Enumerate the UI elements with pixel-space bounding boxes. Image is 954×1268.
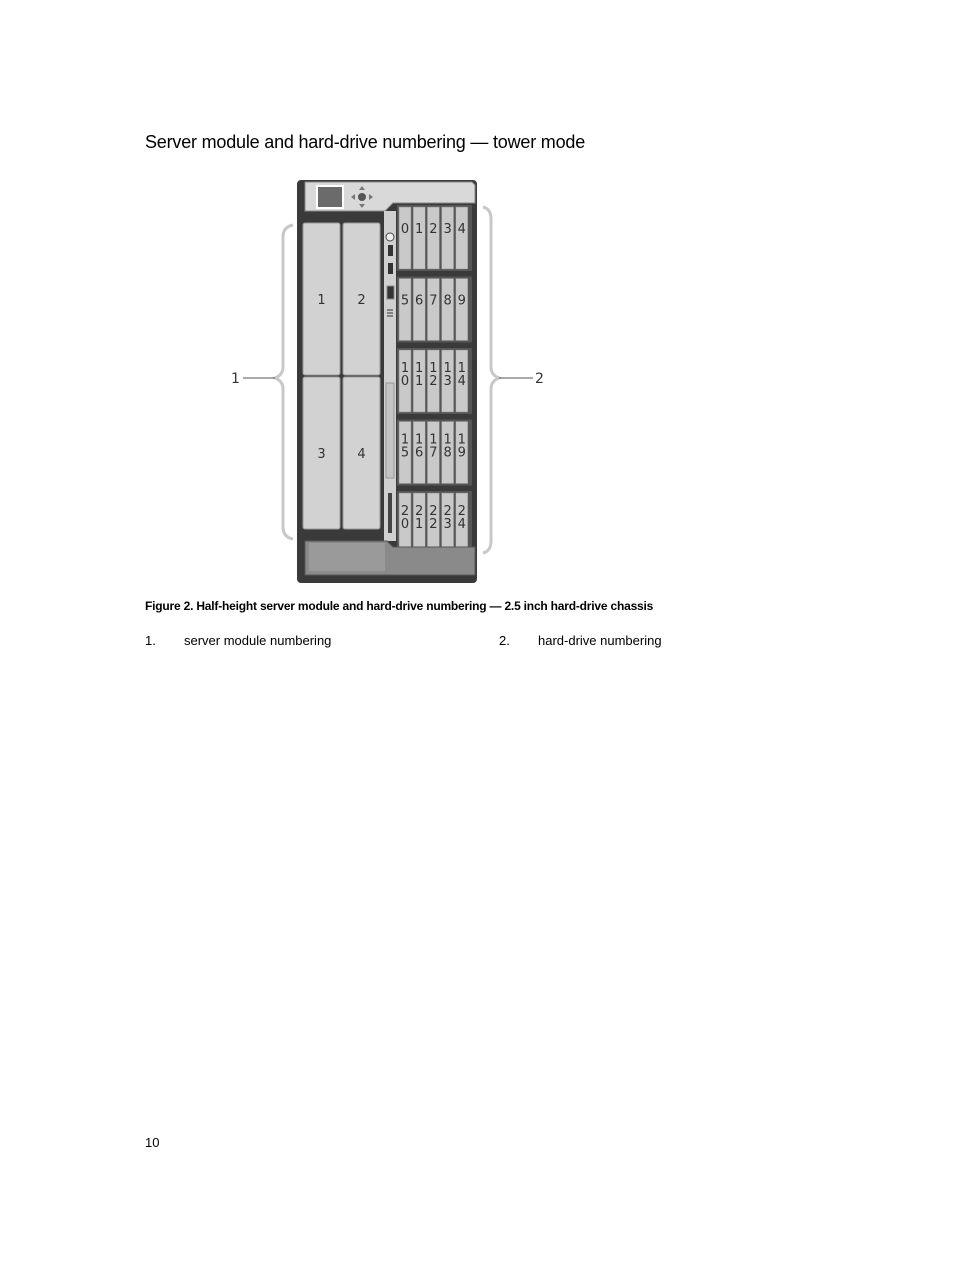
hard-drive-slot (427, 279, 439, 341)
server-module-label: 3 (317, 447, 326, 462)
hard-drive-label: 1 (415, 222, 424, 237)
hard-drive-slot (427, 207, 439, 269)
hard-drive-label: 3 (443, 374, 452, 389)
server-module-bracket (275, 225, 293, 539)
hard-drive-label: 2 (415, 504, 424, 519)
server-module-label: 4 (357, 447, 366, 462)
lcd-screen (317, 186, 343, 208)
hard-drive-label: 9 (457, 293, 466, 309)
usb-port-icon (388, 263, 393, 274)
legend-number: 2. (499, 633, 510, 648)
legend-number: 1. (145, 633, 156, 648)
hard-drive-label: 7 (429, 293, 438, 309)
hard-drive-label: 2 (429, 374, 438, 389)
hard-drive-label: 8 (443, 293, 452, 309)
hard-drive-label: 5 (400, 293, 410, 309)
hard-drive-label: 3 (443, 222, 452, 237)
power-button-icon (386, 233, 394, 241)
callout-label-2: 2 (535, 371, 544, 387)
hard-drive-label: 8 (443, 445, 452, 461)
hard-drive-label: 3 (443, 517, 452, 532)
figure-caption: Figure 2. Half-height server module and hard-drive numbering — 2.5 inch hard-drive chassis (145, 599, 654, 613)
chassis-figure (225, 175, 555, 587)
chassis-diagram (225, 175, 555, 587)
hard-drive-label: 1 (429, 361, 438, 376)
hard-drive-bracket (483, 207, 499, 553)
hard-drive-label: 4 (457, 517, 466, 532)
video-port-icon (387, 286, 394, 299)
bottom-grille (309, 543, 385, 571)
hard-drive-slot (456, 207, 468, 269)
server-module-label: 1 (317, 293, 326, 308)
hard-drive-slot (413, 207, 425, 269)
server-module-label: 2 (357, 293, 366, 308)
hard-drive-label: 1 (443, 361, 452, 376)
hard-drive-label: 1 (400, 432, 410, 448)
callout-label-1: 1 (231, 371, 240, 387)
legend-text: hard-drive numbering (538, 633, 662, 648)
hard-drive-label: 2 (400, 504, 410, 519)
hard-drive-label: 2 (443, 504, 452, 519)
legend-text: server module numbering (184, 633, 332, 648)
hard-drive-label: 2 (429, 517, 438, 532)
io-slot (386, 383, 394, 478)
hard-drive-label: 1 (457, 361, 466, 376)
hard-drive-label: 4 (457, 222, 466, 237)
hard-drive-label: 2 (457, 504, 466, 519)
hard-drive-slot (442, 279, 454, 341)
io-slot (388, 493, 392, 533)
io-strip (384, 211, 396, 541)
hard-drive-label: 1 (457, 432, 466, 448)
section-heading: Server module and hard-drive numbering — tower mode (145, 132, 586, 152)
hard-drive-label: 1 (415, 374, 424, 389)
hard-drive-slot (413, 279, 425, 341)
hard-drive-label: 2 (429, 222, 438, 237)
usb-port-icon (388, 245, 393, 256)
hard-drive-slot (399, 207, 411, 269)
hard-drive-label: 1 (415, 517, 424, 532)
hard-drive-label: 9 (457, 445, 466, 461)
hard-drive-label: 4 (457, 374, 466, 389)
hard-drive-label: 6 (415, 293, 424, 309)
page-number: 10 (145, 1135, 160, 1150)
hard-drive-label: 7 (429, 445, 438, 461)
hard-drive-slot (442, 207, 454, 269)
hard-drive-label: 0 (400, 374, 410, 389)
hard-drive-label: 6 (415, 445, 424, 461)
hard-drive-label: 0 (400, 517, 410, 532)
hard-drive-label: 1 (443, 432, 452, 448)
hard-drive-label: 5 (400, 445, 410, 461)
hard-drive-label: 1 (429, 432, 438, 448)
hard-drive-label: 1 (415, 361, 424, 376)
hard-drive-slot (456, 279, 468, 341)
hard-drive-grid (397, 205, 472, 557)
hard-drive-label: 0 (400, 222, 410, 237)
hard-drive-label: 2 (429, 504, 438, 519)
hard-drive-label: 1 (400, 361, 410, 376)
hard-drive-label: 1 (415, 432, 424, 448)
hard-drive-slot (399, 279, 411, 341)
